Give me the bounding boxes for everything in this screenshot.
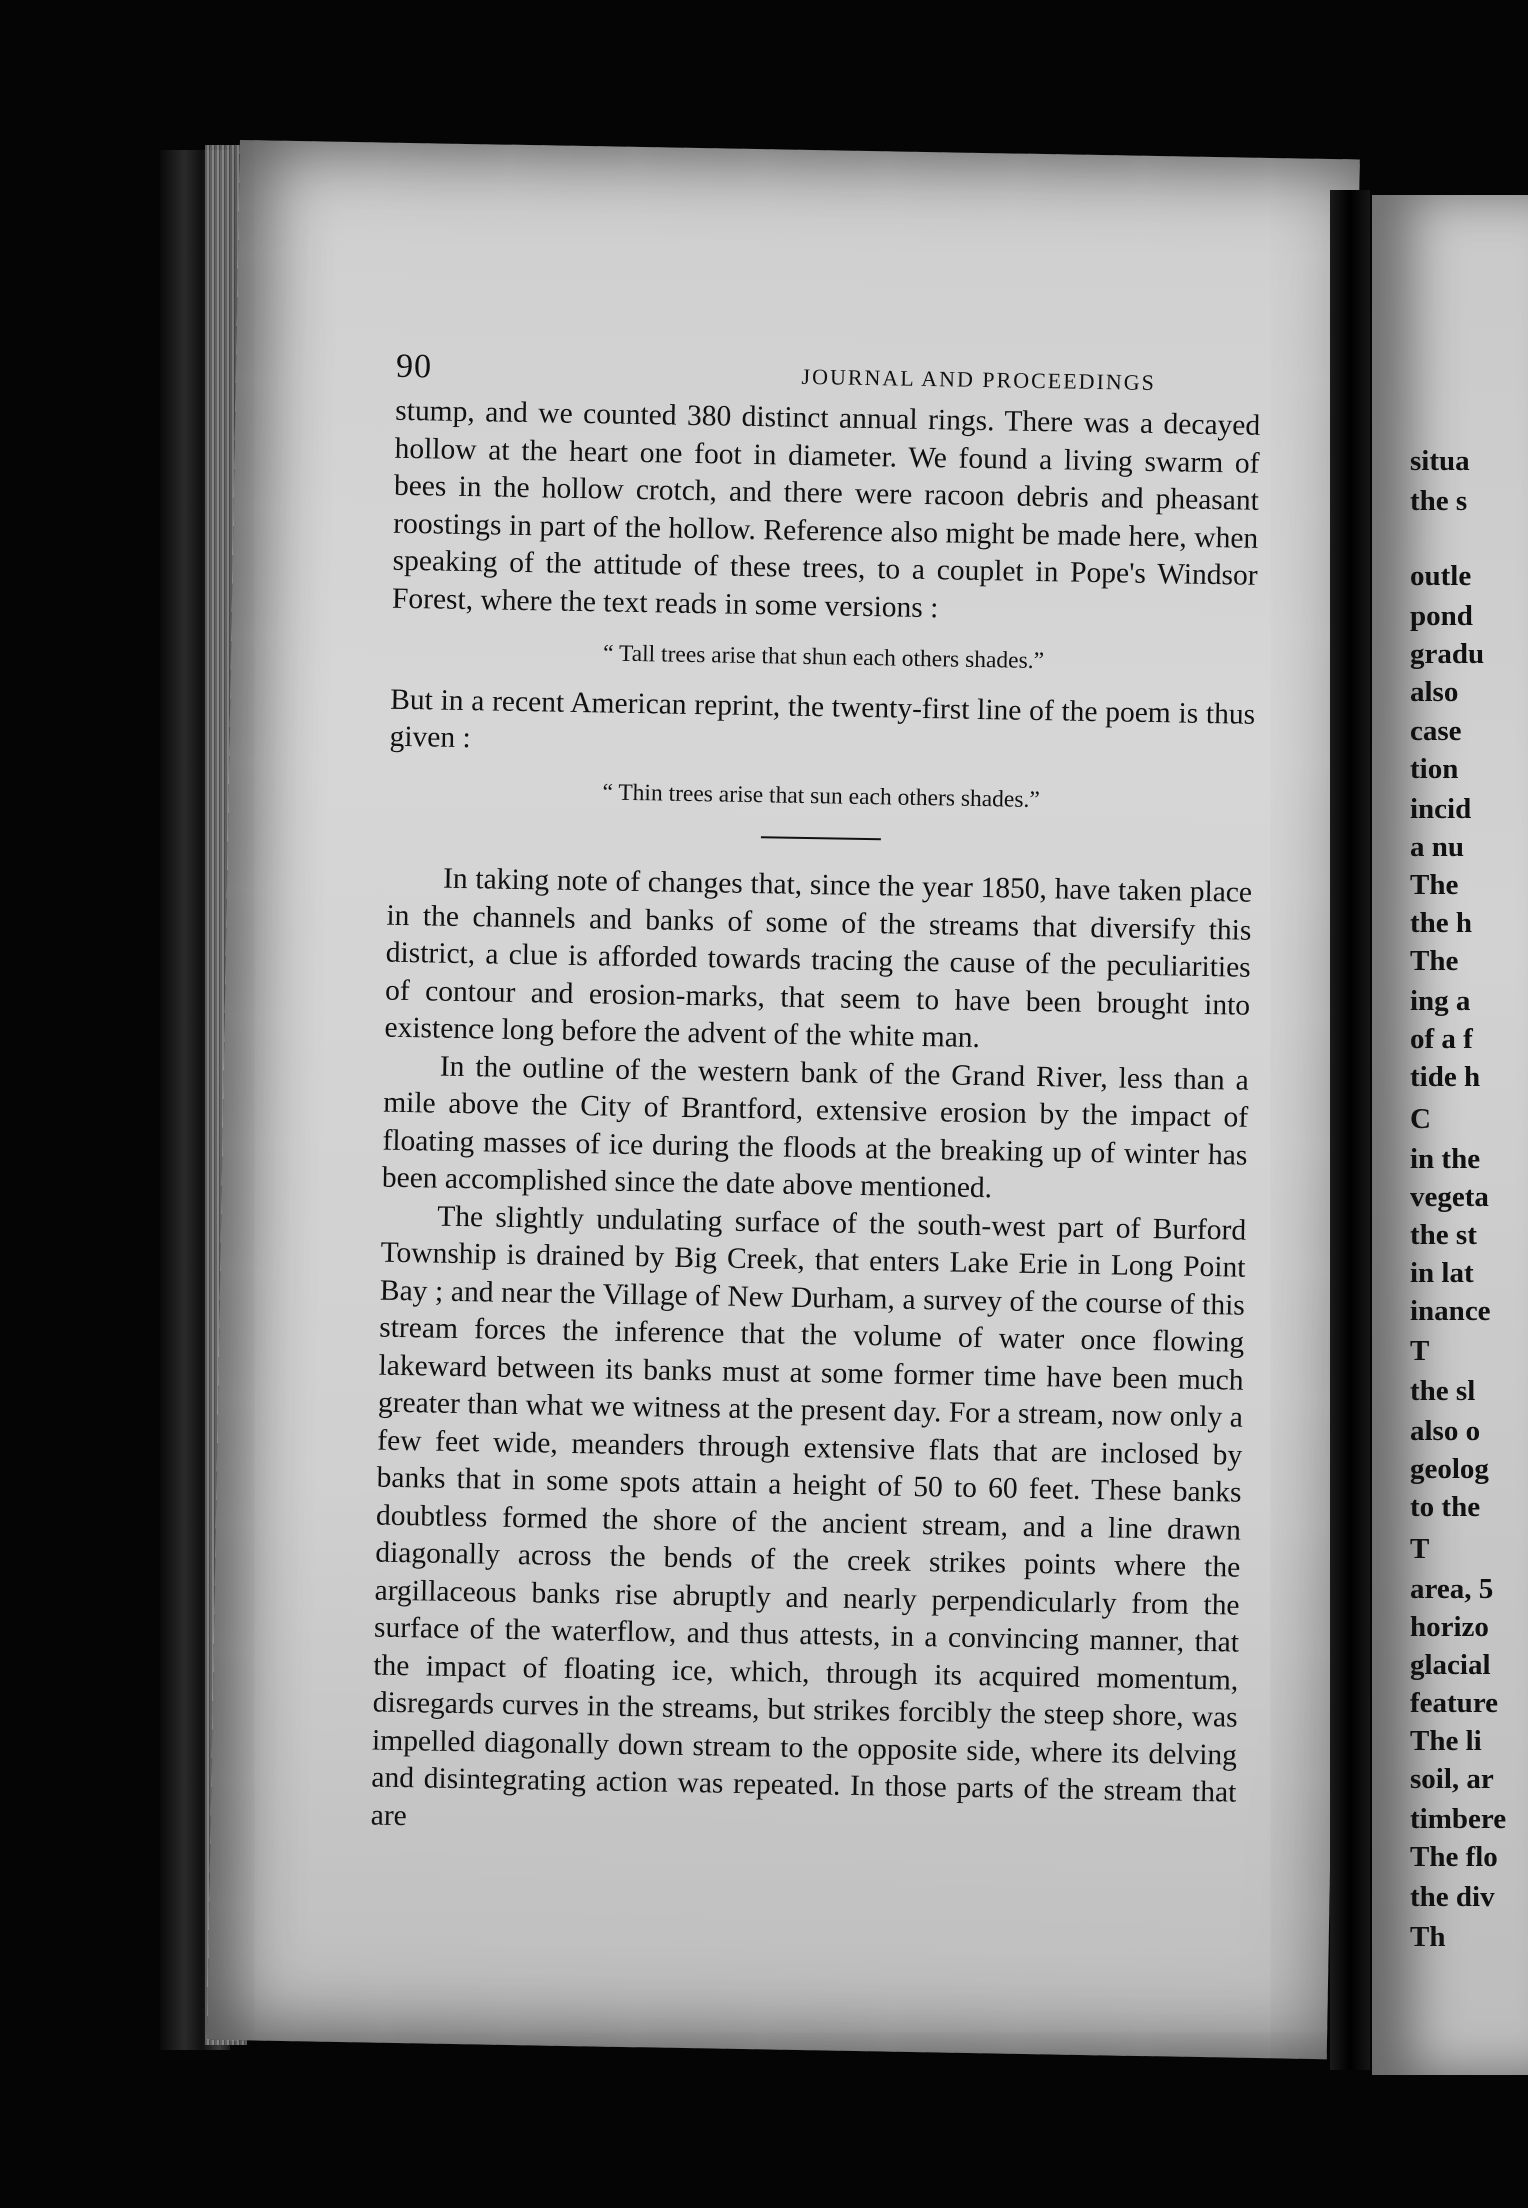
page-number: 90 <box>395 347 433 386</box>
right-page-line: The <box>1410 945 1459 977</box>
right-page-line: also <box>1410 676 1459 708</box>
right-page-line: gradu <box>1410 638 1485 670</box>
right-page-line: tion <box>1410 753 1459 785</box>
paragraph: The slightly undulating surface of the south-west part of Burford Township is drained by Big Creek, that enters Lake Erie in Long Point Bay ; and near the Village of New Durham, a survey of the course of this stream forces the inference that the volume of water once flowing lakeward between its banks must at some former time have been much greater than what we witness at the present day. For a stream, now only a few feet wide, meanders through extensive flats that are inclosed by banks that in some spots attain a height of 50 to 60 feet. These banks doubtless formed the shore of the ancient stream, and a line drawn diagonally across the bends of the creek strikes points where the argillaceous banks rise abruptly and nearly perpendicularly from the surface of the waterflow, and thus attests, in a convincing manner, that the impact of floating ice, which, through its acquired momentum, disregards curves in the streams, but strikes forcibly the steep shore, was impelled diagonally down stream to the opposite side, where its delving and disintegrating action was repeated. In those parts of the stream that are <box>370 1200 1247 1832</box>
right-page-line: in lat <box>1410 1257 1474 1289</box>
right-page-line: pond <box>1410 600 1473 632</box>
right-page-line: The flo <box>1410 1841 1498 1873</box>
section-rule <box>760 836 880 840</box>
right-page-line: situa <box>1410 445 1470 477</box>
right-page-line: horizo <box>1410 1611 1489 1643</box>
right-page-line: a nu <box>1410 831 1465 863</box>
right-page-line: the sl <box>1410 1375 1476 1407</box>
right-page-line: C <box>1410 1103 1431 1135</box>
right-page-line: the st <box>1410 1219 1477 1251</box>
right-page-line: feature <box>1410 1687 1499 1719</box>
left-page <box>207 140 1360 2059</box>
right-page-line: inance <box>1410 1295 1491 1327</box>
right-page-line: outle <box>1410 560 1472 592</box>
quotation: “ Thin trees arise that sun each others shades.” <box>602 778 1041 813</box>
right-page-line: the s <box>1410 485 1468 517</box>
paragraph: stump, and we counted 380 distinct annual rings. There was a decayed hollow at the heart one foot in diameter. We found a living swarm of bees in the hollow crotch, and there were racoon debris and pheasant roostings in part of the hollow. Reference also might be made here, when speaking of the attitude of these trees, to a couplet in Pope's Windsor Forest, where the text reads in some versions : <box>391 394 1261 624</box>
right-page-line: glacial <box>1410 1649 1491 1681</box>
right-page-line: in the <box>1410 1143 1481 1175</box>
right-page-line: The li <box>1410 1725 1482 1757</box>
right-page-line: area, 5 <box>1410 1573 1494 1605</box>
right-page-line: The <box>1410 869 1459 901</box>
right-page-line: incid <box>1410 793 1472 825</box>
running-head: JOURNAL AND PROCEEDINGS <box>801 363 1157 396</box>
right-page-line: soil, ar <box>1410 1763 1494 1795</box>
right-page-line: the h <box>1410 907 1473 939</box>
right-page-line: the div <box>1410 1881 1495 1913</box>
book-gutter <box>1330 190 1370 2070</box>
body-text <box>370 393 1260 1850</box>
right-page-line: vegeta <box>1410 1181 1489 1213</box>
quotation: “ Tall trees arise that shun each others shades.” <box>602 640 1045 675</box>
right-page-line: case <box>1410 715 1462 747</box>
right-page-line: to the <box>1410 1491 1481 1523</box>
paragraph: In the outline of the western bank of the Grand River, less than a mile above the City of Brantford, extensive erosion by the impact of floating masses of ice during the floods at the breaking up of winter has been accomplished since the date above mentioned. <box>381 1050 1250 1205</box>
paragraph: But in a recent American reprint, the twenty-first line of the poem is thus given : <box>389 683 1256 755</box>
right-page-line: Th <box>1410 1921 1446 1953</box>
right-page-line: tide h <box>1410 1061 1481 1093</box>
right-page-line: T <box>1410 1335 1430 1367</box>
right-page-line: ing a <box>1410 985 1471 1017</box>
right-page-line: also o <box>1410 1415 1481 1447</box>
right-page-line: T <box>1410 1533 1430 1565</box>
page-header <box>396 348 1217 400</box>
right-page-line: timbere <box>1410 1803 1507 1835</box>
paragraph: In taking note of changes that, since the year 1850, have taken place in the channels and banks of some of the streams that diversify this district, a clue is afforded towards tracing the cause of the peculiarities of contour and erosion-marks, that seem to have been brought into existence long before the advent of the white man. <box>384 862 1253 1055</box>
right-page <box>1372 195 1528 2075</box>
right-page-line: geolog <box>1410 1453 1489 1485</box>
right-page-line: of a f <box>1410 1023 1473 1055</box>
